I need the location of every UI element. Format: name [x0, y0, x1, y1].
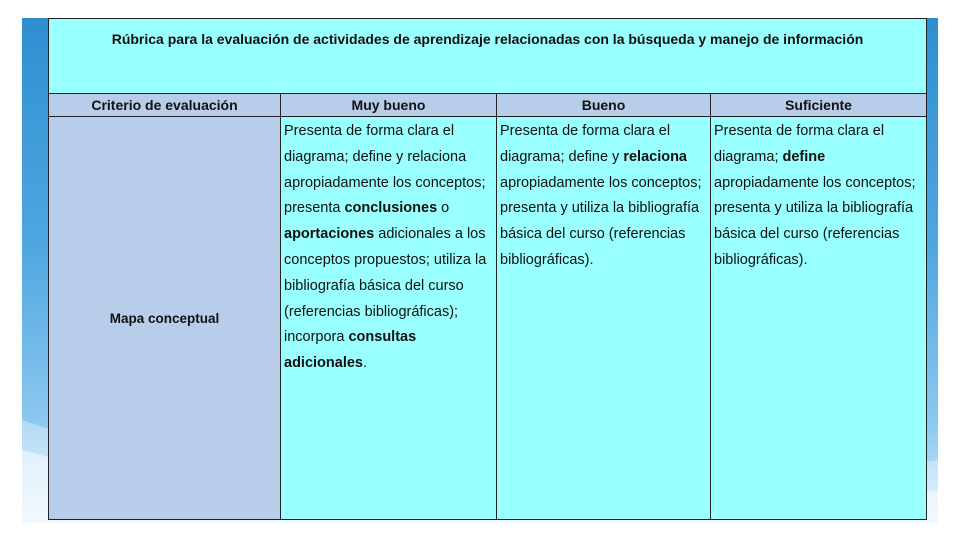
suficiente-text: apropiadamente los conceptos; presenta y utiliza la bibliografía básica del curso (referencias bibliográficas).	[714, 174, 916, 268]
muy-bueno-bold-aportaciones: aportaciones	[284, 226, 375, 243]
muy-bueno-bold-conclusiones: conclusiones	[344, 200, 438, 217]
header-suficiente: Suficiente	[711, 94, 927, 117]
title-row	[49, 19, 927, 94]
header-bueno: Bueno	[497, 94, 711, 117]
muy-bueno-text: Presenta de forma clara el diagrama; define y relaciona apropiadamente los conceptos; presenta	[284, 123, 486, 217]
header-muy-bueno: Muy bueno	[281, 94, 497, 117]
suficiente-cell	[711, 117, 927, 520]
muy-bueno-text: .	[362, 355, 368, 372]
muy-bueno-cell	[281, 117, 497, 520]
table-row	[49, 117, 927, 520]
suficiente-text: Presenta de forma clara el diagrama;	[714, 123, 885, 165]
bueno-bold-relaciona: relaciona	[623, 148, 687, 165]
muy-bueno-bold-consultas: consultas adicionales	[284, 329, 417, 372]
criterion-cell: Mapa conceptual	[49, 117, 281, 520]
bueno-text: apropiadamente los conceptos; presenta y utiliza la bibliografía básica del curso (referencias bibliográficas).	[500, 174, 702, 268]
suficiente-bold-define: define	[782, 148, 826, 165]
bueno-cell	[497, 117, 711, 520]
table-title: Rúbrica para la evaluación de actividades de aprendizaje relacionadas con la búsqueda y manejo de información	[49, 19, 927, 94]
header-row	[49, 94, 927, 117]
bueno-text: Presenta de forma clara el diagrama; define y	[500, 123, 671, 165]
rubric-table	[48, 18, 927, 520]
muy-bueno-text: adicionales a los conceptos propuestos; utiliza la bibliografía básica del curso (referencias bibliográficas); incorpora	[284, 226, 487, 346]
muy-bueno-text: o	[437, 200, 450, 217]
header-criterio: Criterio de evaluación	[49, 94, 281, 117]
